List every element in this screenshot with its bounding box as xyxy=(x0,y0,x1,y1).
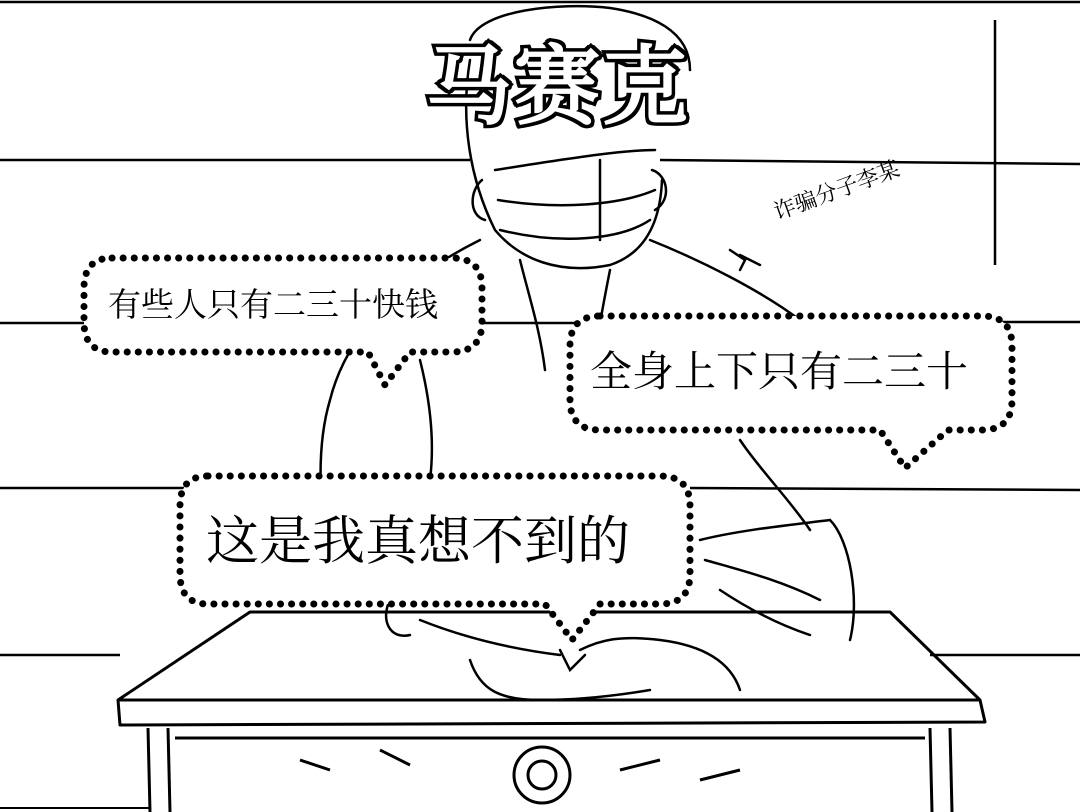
bubble-center-text: 这是我真想不到的 xyxy=(206,511,630,572)
table-sketch xyxy=(118,612,985,812)
bubble-right-text: 全身上下只有二三十 xyxy=(590,347,969,396)
title-text: 马赛克 xyxy=(426,37,690,137)
caption-text: 诈骗分子李某 xyxy=(770,156,904,226)
bubble-left-text: 有些人只有二三十快钱 xyxy=(108,285,438,324)
